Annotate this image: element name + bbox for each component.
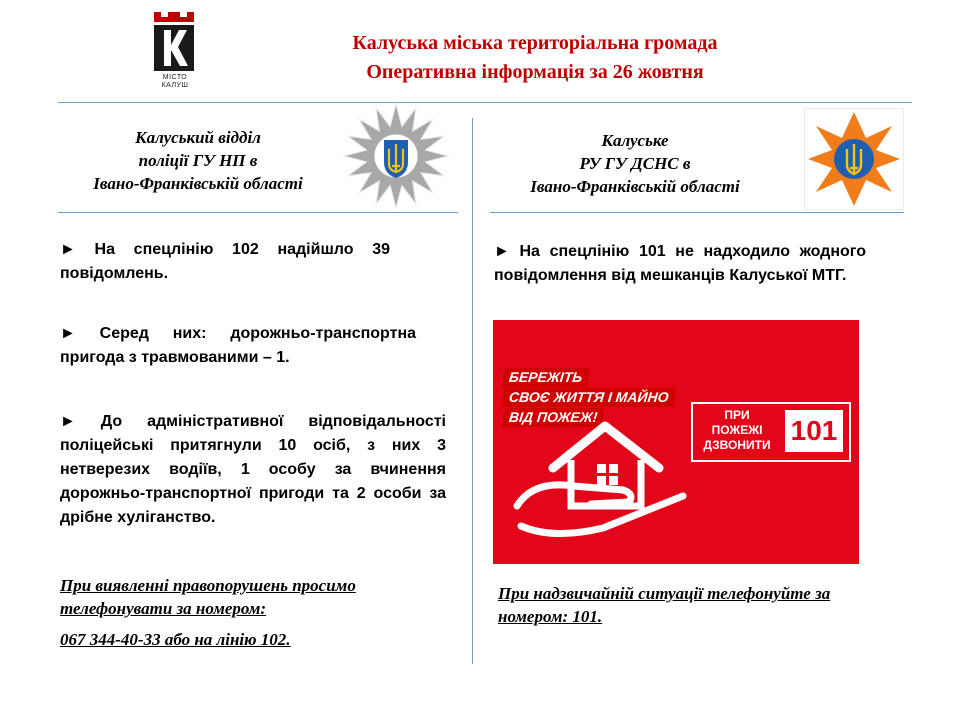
dsns-title-line2: РУ ГУ ДСНС в [579,154,691,173]
banner-call-line1: ПРИ [724,408,750,422]
banner-call-line3: ДЗВОНИТИ [703,438,771,452]
police-title-line3: Івано-Франківській області [93,174,303,193]
fire-safety-banner [493,320,859,564]
dsns-title-divider [490,212,904,213]
dsns-stat-calls: ► На спецлінію 101 не надходило жодного повідомлення від мешканців Калуської МТГ. [494,243,866,284]
header-divider [58,102,912,103]
banner-slogan-line1: БЕРЕЖІТЬ [502,368,589,387]
dsns-title-line1: Калуське [601,131,669,150]
police-title-line2: поліції ГУ НП в [138,151,258,170]
banner-slogan-line2: СВОЄ ЖИТТЯ І МАЙНО [502,388,676,407]
dsns-emblem-icon [804,108,904,210]
logo-caption [150,74,200,90]
dsns-department-title [494,129,776,198]
house-in-hand-icon [513,406,703,556]
police-title-divider [58,212,458,213]
police-contact-note: При виявленні правопорушень просимо телефонувати за номером: [60,576,356,618]
banner-call-text [699,408,775,453]
header-report-title: Оперативна інформація за 26 жовтня [366,61,704,83]
police-department-title [52,126,344,195]
banner-slogan-line3: ВІД ПОЖЕЖ! [502,408,604,427]
police-emblem-icon [342,102,450,210]
column-divider [472,118,473,664]
banner-call-box [691,402,851,462]
police-stat-calls: ► На спецлінію 102 надійшло 39 повідомлень. [60,241,390,282]
banner-call-line2: ПОЖЕЖІ [711,423,763,437]
police-stat-accidents: ► Серед них: дорожньо-транспортна пригода з травмованими – 1. [60,325,416,366]
dsns-contact-note: При надзвичайній ситуації телефонуйте за номером: 101. [498,584,831,626]
logo-caption-line2: КАЛУШ [161,82,189,89]
police-contact-phone: 067 344-40-33 або на лінію 102. [60,630,291,649]
police-stat-administrative: ► До адміністративної відповідальності поліцейські притягнули 10 осіб, з них 3 нетверезих водіїв, 1 особу за вчинення дорожньо-транспортної пригоди та 2 особи за дрібне хуліганство. [60,413,446,526]
logo-caption-line1: МІСТО [162,74,188,81]
dsns-title-line3: Івано-Франківській області [530,177,740,196]
header-community-title: Калуська міська територіальна громада [352,32,718,54]
banner-emergency-number: 101 [785,410,843,452]
police-title-line1: Калуський відділ [135,128,261,147]
